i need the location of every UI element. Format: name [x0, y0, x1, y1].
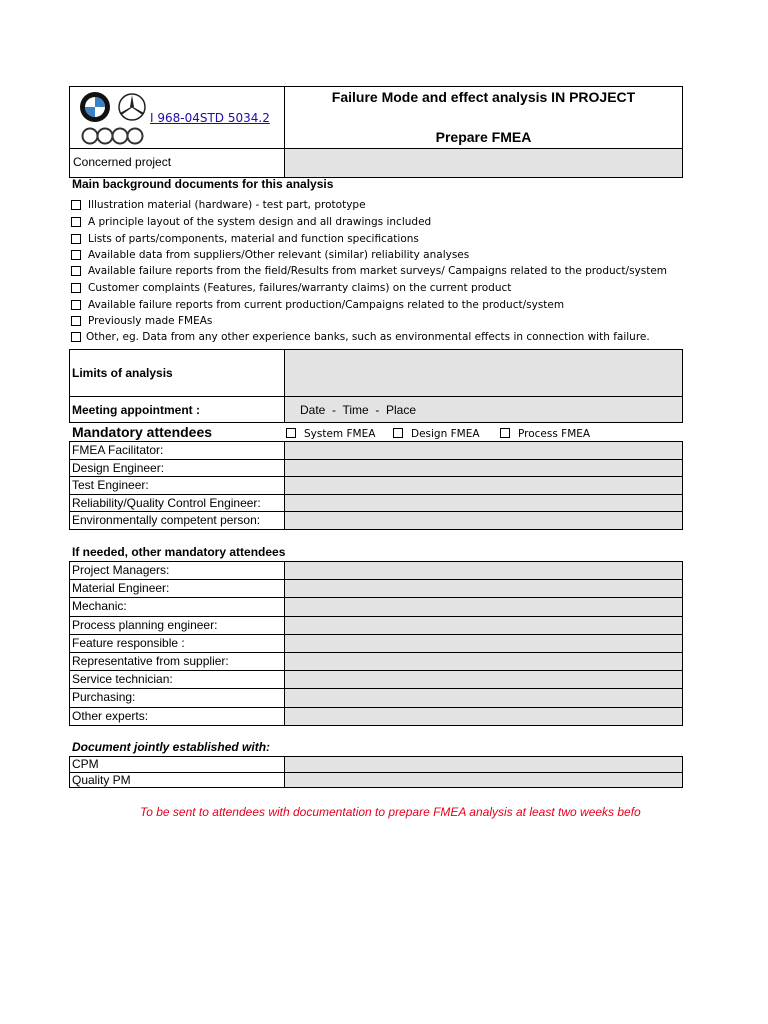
optional-row-label: Material Engineer: [72, 581, 170, 596]
optional-row-input[interactable] [284, 598, 682, 615]
background-item-label: Other, eg. Data from any other experience banks, such as environmental effects in connection with failure. [86, 331, 650, 343]
mandatory-row-input[interactable] [284, 495, 682, 512]
fmea-type-label: Design FMEA [411, 428, 480, 440]
background-heading: Main background documents for this analysis [72, 177, 334, 191]
jointly-row-label: CPM [72, 757, 99, 771]
doc-reference-link[interactable]: I 968-04STD 5034.2 [150, 111, 270, 125]
background-item-checkbox[interactable] [71, 316, 81, 326]
jointly-row-input[interactable] [284, 757, 682, 772]
mandatory-row-input[interactable] [284, 442, 682, 459]
fmea-type-checkbox[interactable] [286, 428, 296, 438]
background-item-label: A principle layout of the system design and all drawings included [88, 216, 432, 228]
row-divider [69, 494, 683, 495]
background-item-label: Available data from suppliers/Other relevant (similar) reliability analyses [88, 249, 470, 261]
jointly-heading: Document jointly established with: [72, 740, 271, 754]
mandatory-row-input[interactable] [284, 512, 682, 529]
optional-row-input[interactable] [284, 708, 682, 725]
optional-row-input[interactable] [284, 671, 682, 688]
background-item-label: Lists of parts/components, material and function specifications [88, 233, 419, 245]
row-divider [69, 707, 683, 708]
mandatory-row-label: Environmentally competent person: [72, 513, 261, 528]
jointly-row-label: Quality PM [72, 772, 131, 787]
background-item-checkbox[interactable] [71, 250, 81, 260]
row-divider [69, 459, 683, 460]
optional-row-label: Representative from supplier: [72, 654, 229, 668]
row-divider [69, 616, 683, 617]
row-divider [69, 634, 683, 635]
concerned-project-label: Concerned project [73, 155, 172, 169]
bmw-logo [79, 91, 111, 123]
row-divider [69, 670, 683, 671]
mandatory-row-label: Design Engineer: [72, 460, 165, 475]
footer-note: To be sent to attendees with documentation to prepare FMEA analysis at least two weeks befo [140, 805, 641, 819]
mandatory-row-input[interactable] [284, 460, 682, 477]
fmea-type-checkbox[interactable] [500, 428, 510, 438]
fmea-type-checkbox[interactable] [393, 428, 403, 438]
optional-row-input[interactable] [284, 653, 682, 670]
mercedes-logo [117, 92, 147, 122]
background-item-label: Customer complaints (Features, failures/warranty claims) on the current product [88, 282, 512, 294]
background-item-checkbox[interactable] [71, 332, 81, 342]
background-item-label: Previously made FMEAs [88, 315, 213, 327]
mandatory-row-label: FMEA Facilitator: [72, 443, 164, 457]
row-divider [69, 772, 683, 773]
row-divider [69, 579, 683, 580]
fmea-type-label: Process FMEA [518, 428, 591, 440]
optional-row-label: Mechanic: [72, 599, 127, 614]
fmea-type-label: System FMEA [304, 428, 376, 440]
limits-label: Limits of analysis [72, 366, 173, 380]
row-divider [69, 476, 683, 477]
optional-row-label: Purchasing: [72, 690, 136, 705]
optional-row-input[interactable] [284, 562, 682, 579]
optional-row-label: Service technician: [72, 672, 173, 687]
background-item-label: Available failure reports from the field/Results from market surveys/ Campaigns related to the product/system [88, 265, 668, 277]
limits-input[interactable] [284, 350, 682, 396]
row-divider [69, 652, 683, 653]
optional-row-label: Feature responsible : [72, 635, 185, 650]
optional-row-input[interactable] [284, 617, 682, 634]
optional-row-label: Project Managers: [72, 563, 170, 577]
background-item-checkbox[interactable] [71, 266, 81, 276]
mandatory-row-input[interactable] [284, 477, 682, 494]
optional-row-input[interactable] [284, 580, 682, 597]
background-item-label: Illustration material (hardware) - test part, prototype [88, 199, 366, 211]
document-subtitle: Prepare FMEA [435, 129, 532, 145]
background-item-checkbox[interactable] [71, 300, 81, 310]
audi-logo [80, 127, 146, 145]
mandatory-row-label: Reliability/Quality Control Engineer: [72, 495, 261, 510]
background-item-checkbox[interactable] [71, 200, 81, 210]
optional-heading: If needed, other mandatory attendees [72, 545, 286, 559]
meeting-value: Date - Time - Place [300, 403, 417, 417]
optional-row-label: Process planning engineer: [72, 617, 218, 632]
concerned-project-input[interactable] [284, 149, 682, 177]
meeting-label: Meeting appointment : [72, 403, 200, 417]
background-item-checkbox[interactable] [71, 234, 81, 244]
background-item-label: Available failure reports from current production/Campaigns related to the product/system [88, 299, 565, 311]
mandatory-row-label: Test Engineer: [72, 478, 149, 493]
optional-row-label: Other experts: [72, 708, 149, 723]
row-divider [69, 688, 683, 689]
optional-row-input[interactable] [284, 635, 682, 652]
jointly-row-input[interactable] [284, 773, 682, 788]
optional-row-input[interactable] [284, 689, 682, 706]
row-divider [69, 597, 683, 598]
background-item-checkbox[interactable] [71, 283, 81, 293]
mandatory-heading: Mandatory attendees [72, 424, 213, 440]
row-divider [69, 511, 683, 512]
document-title: Failure Mode and effect analysis IN PROJECT [331, 89, 636, 105]
background-item-checkbox[interactable] [71, 217, 81, 227]
